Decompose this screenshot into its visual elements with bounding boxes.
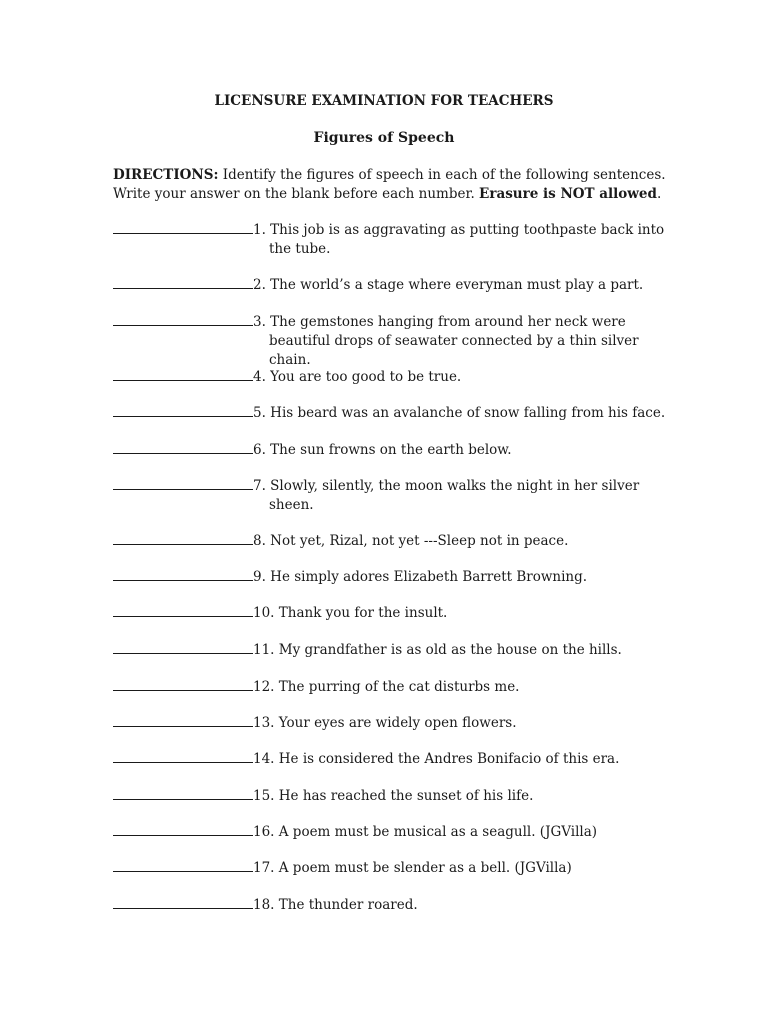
question-item <box>113 713 673 733</box>
question-item <box>113 531 673 551</box>
question-text: 8. Not yet, Rizal, not yet ---Sleep not in peace. <box>253 533 569 549</box>
question-text: 1. This job is as aggravating as putting toothpaste back into <box>253 222 665 238</box>
answer-blank[interactable] <box>113 677 253 691</box>
question-text: 4. You are too good to be true. <box>253 369 462 385</box>
question-item <box>113 822 673 842</box>
question-item <box>113 312 673 370</box>
question-text: 5. His beard was an avalanche of snow falling from his face. <box>253 405 666 421</box>
answer-blank[interactable] <box>113 403 253 417</box>
answer-blank[interactable] <box>113 713 253 727</box>
question-item <box>113 677 673 697</box>
directions-emphasis: Erasure is NOT allowed <box>479 186 657 202</box>
question-text-continued: sheen. <box>269 497 314 513</box>
question-item <box>113 220 673 259</box>
question-text: 2. The world’s a stage where everyman must play a part. <box>253 277 644 293</box>
answer-blank[interactable] <box>113 895 253 909</box>
question-text: 7. Slowly, silently, the moon walks the night in her silver <box>253 478 640 494</box>
answer-blank[interactable] <box>113 275 253 289</box>
answer-blank[interactable] <box>113 858 253 872</box>
question-text: 3. The gemstones hanging from around her neck were <box>253 314 626 330</box>
question-item <box>113 403 673 423</box>
answer-blank[interactable] <box>113 220 253 234</box>
question-text-continued: the tube. <box>269 241 331 257</box>
question-text: 18. The thunder roared. <box>253 897 418 913</box>
question-text: 16. A poem must be musical as a seagull. (JGVilla) <box>253 824 598 840</box>
answer-blank[interactable] <box>113 603 253 617</box>
question-text: 13. Your eyes are widely open flowers. <box>253 715 517 731</box>
question-text: 17. A poem must be slender as a bell. (JGVilla) <box>253 860 572 876</box>
question-text: 6. The sun frowns on the earth below. <box>253 442 512 458</box>
answer-blank[interactable] <box>113 749 253 763</box>
answer-blank[interactable] <box>113 312 253 326</box>
directions <box>113 166 673 204</box>
question-text: 9. He simply adores Elizabeth Barrett Browning. <box>253 569 588 585</box>
question-item <box>113 786 673 806</box>
question-item <box>113 476 673 515</box>
question-item <box>113 640 673 660</box>
page-title: LICENSURE EXAMINATION FOR TEACHERS <box>214 93 554 109</box>
directions-end: . <box>656 186 662 202</box>
directions-text: Identify the figures of speech in each of the following sentences. Write your answer on the blank before each number. <box>113 167 666 202</box>
question-item <box>113 749 673 769</box>
question-item <box>113 440 673 460</box>
question-text: 12. The purring of the cat disturbs me. <box>253 679 520 695</box>
question-text: 11. My grandfather is as old as the house on the hills. <box>253 642 622 658</box>
answer-blank[interactable] <box>113 440 253 454</box>
question-item <box>113 858 673 878</box>
directions-label: DIRECTIONS: <box>113 167 219 183</box>
question-item <box>113 603 673 623</box>
answer-blank[interactable] <box>113 531 253 545</box>
question-item <box>113 275 673 295</box>
question-text: 14. He is considered the Andres Bonifacio of this era. <box>253 751 620 767</box>
question-text-continued: beautiful drops of seawater connected by a thin silver chain. <box>269 333 639 368</box>
answer-blank[interactable] <box>113 367 253 381</box>
answer-blank[interactable] <box>113 640 253 654</box>
page-subtitle: Figures of Speech <box>313 130 455 146</box>
question-item <box>113 367 673 387</box>
answer-blank[interactable] <box>113 567 253 581</box>
answer-blank[interactable] <box>113 786 253 800</box>
answer-blank[interactable] <box>113 822 253 836</box>
question-item <box>113 895 673 915</box>
answer-blank[interactable] <box>113 476 253 490</box>
question-text: 10. Thank you for the insult. <box>253 605 448 621</box>
question-text: 15. He has reached the sunset of his life. <box>253 788 534 804</box>
question-item <box>113 567 673 587</box>
